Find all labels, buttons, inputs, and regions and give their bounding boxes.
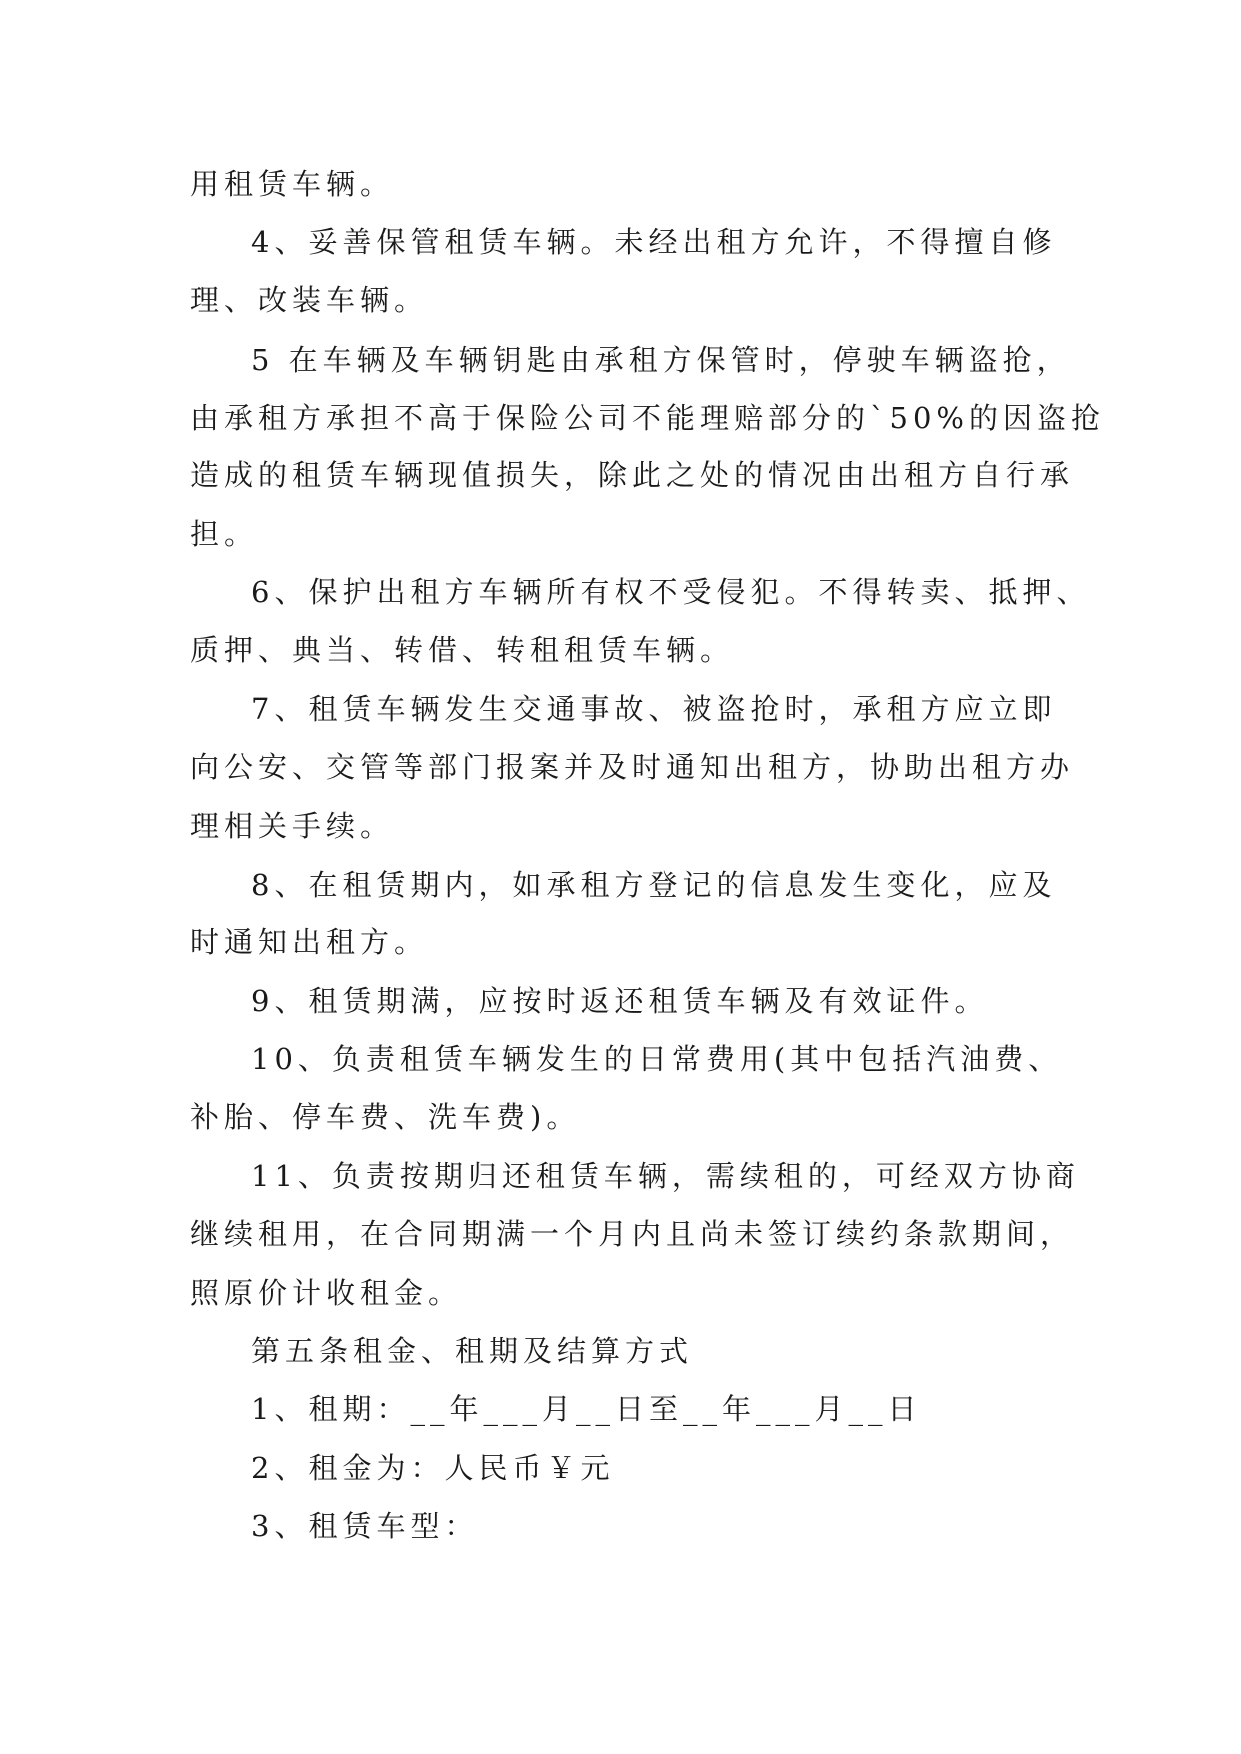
text-line: 9、租赁期满，应按时返还租赁车辆及有效证件。 <box>251 984 989 1018</box>
text-line: 理相关手续。 <box>190 809 395 843</box>
text-line: 质押、典当、转借、转租租赁车辆。 <box>190 633 735 667</box>
text-line: 补胎、停车费、洗车费)。 <box>190 1100 581 1134</box>
text-line: 3、租赁车型： <box>251 1509 479 1543</box>
text-line: 7、租赁车辆发生交通事故、被盗抢时，承租方应立即 <box>251 692 1057 726</box>
text-line: 继续租用，在合同期满一个月内且尚未签订续约条款期间， <box>190 1217 1075 1251</box>
text-line: 5 在车辆及车辆钥匙由承租方保管时，停驶车辆盗抢， <box>251 343 1071 377</box>
text-line: 照原价计收租金。 <box>190 1276 463 1310</box>
text-line: 由承租方承担不高于保险公司不能理赔部分的`50%的因盗抢 <box>190 401 1105 435</box>
text-line: 造成的租赁车辆现值损失，除此之处的情况由出租方自行承 <box>190 458 1075 492</box>
text-line: 10、负责租赁车辆发生的日常费用(其中包括汽油费、 <box>251 1042 1063 1076</box>
section-heading: 第五条租金、租期及结算方式 <box>251 1334 694 1368</box>
text-line: 向公安、交管等部门报案并及时通知出租方，协助出租方办 <box>190 750 1075 784</box>
text-line: 6、保护出租方车辆所有权不受侵犯。不得转卖、抵押、 <box>251 575 1091 609</box>
text-line: 4、妥善保管租赁车辆。未经出租方允许，不得擅自修 <box>251 225 1057 259</box>
text-line: 1、租期：__年___月__日至__年___月__日 <box>251 1392 922 1426</box>
text-line: 2、租金为：人民币￥元 <box>251 1451 615 1485</box>
text-line: 时通知出租方。 <box>190 925 429 959</box>
text-line: 担。 <box>190 517 259 551</box>
text-line: 用租赁车辆。 <box>190 167 395 201</box>
text-line: 8、在租赁期内，如承租方登记的信息发生变化，应及 <box>251 868 1057 902</box>
text-line: 理、改装车辆。 <box>190 283 429 317</box>
text-line: 11、负责按期归还租赁车辆，需续租的，可经双方协商 <box>251 1159 1080 1193</box>
